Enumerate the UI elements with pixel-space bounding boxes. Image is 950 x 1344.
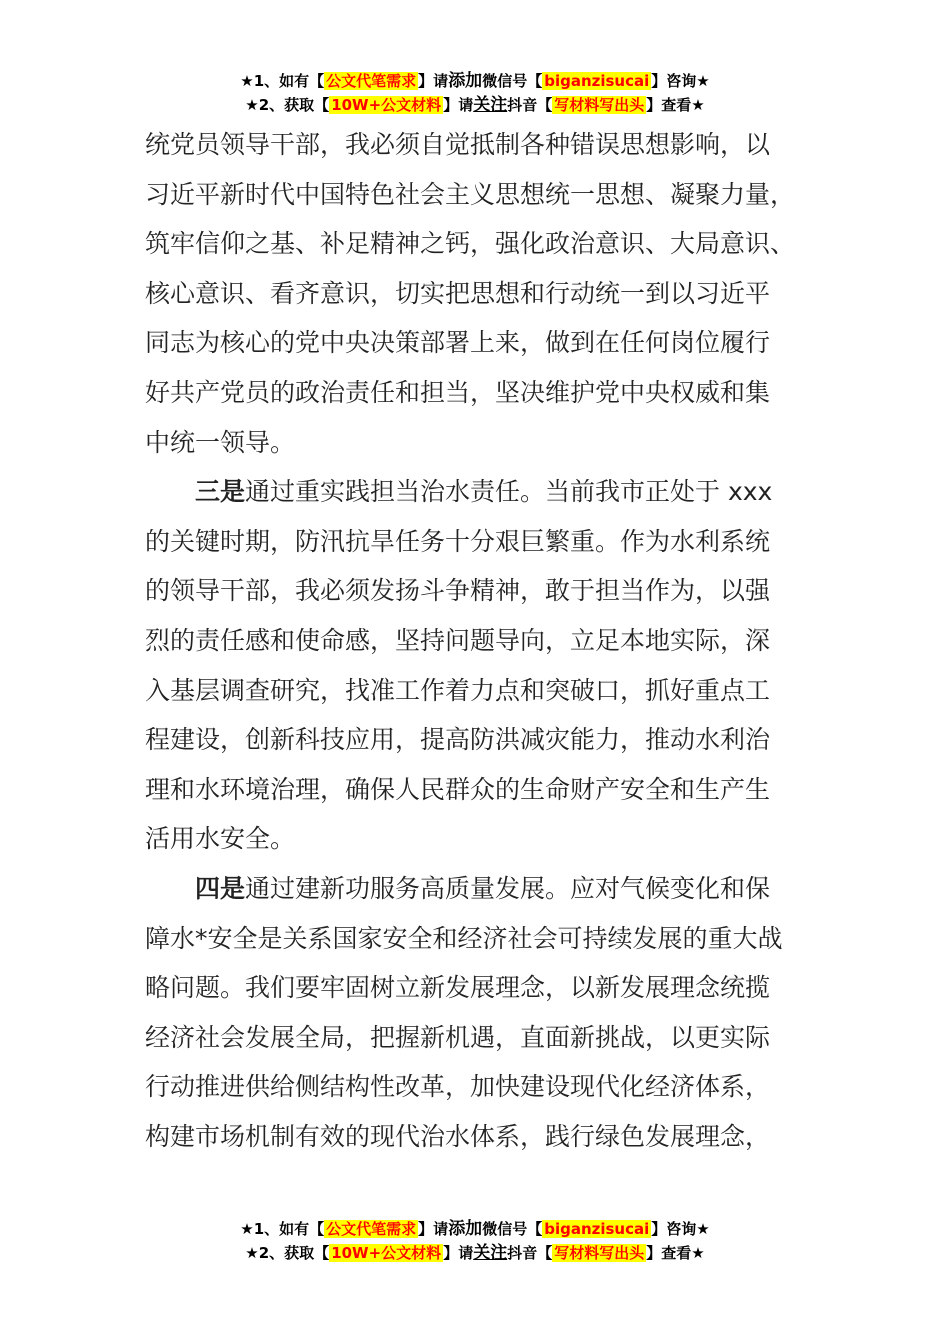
text-line: 中统一领导。 xyxy=(145,427,296,457)
paragraph-3-first-line xyxy=(145,467,805,517)
text-line: 筑牢信仰之基、补足精神之钙，强化政治意识、大局意识、 xyxy=(145,229,796,259)
banner-text: 】查看 xyxy=(646,1244,692,1262)
text-line: 核心意识、看齐意识，切实把思想和行动统一到以习近平 xyxy=(145,278,771,308)
emphasis-text: 关注 xyxy=(473,95,508,115)
banner-text: 2、获取【 xyxy=(258,1244,330,1262)
text-line: 程建设，创新科技应用，提高防洪减灾能力，推动水利治 xyxy=(145,725,771,755)
banner-text: 1、如有【 xyxy=(253,1220,325,1238)
text-line: 同志为核心的党中央决策部署上来，做到在任何岗位履行 xyxy=(145,328,771,358)
highlight-text: 10W+公文材料 xyxy=(331,96,442,114)
douyin-account: 写材料写出头 xyxy=(554,96,645,114)
highlight-text: 10W+公文材料 xyxy=(331,1244,442,1262)
text-line: 障水*安全是关系国家安全和经济社会可持续发展的重大战 xyxy=(145,923,783,953)
star-icon: ★ xyxy=(691,1244,705,1262)
star-icon: ★ xyxy=(240,1220,254,1238)
banner-text: 2、获取【 xyxy=(258,96,330,114)
header-banner xyxy=(0,69,950,117)
text-span: 通过建新功服务高质量发展。应对气候变化和保 xyxy=(245,873,771,903)
paragraph-lead: 四是 xyxy=(195,873,246,903)
banner-text: 微信号【 xyxy=(482,1220,543,1238)
banner-line-1 xyxy=(0,69,950,93)
text-line: 习近平新时代中国特色社会主义思想统一思想、凝聚力量， xyxy=(145,179,796,209)
star-icon: ★ xyxy=(245,1244,259,1262)
text-line: 烈的责任感和使命感，坚持问题导向，立足本地实际，深 xyxy=(145,625,771,655)
banner-line-2 xyxy=(0,93,950,117)
wechat-id: biganzisucai xyxy=(544,72,650,90)
banner-text: 抖音【 xyxy=(507,96,553,114)
emphasis-text: 添加 xyxy=(448,1219,483,1239)
banner-text: 抖音【 xyxy=(507,1244,553,1262)
text-line: 活用水安全。 xyxy=(145,824,296,854)
banner-text: 】请 xyxy=(418,1220,449,1238)
star-icon: ★ xyxy=(240,72,254,90)
banner-text: 】请 xyxy=(418,72,449,90)
document-body xyxy=(145,120,805,1161)
star-icon: ★ xyxy=(691,96,705,114)
text-line: 好共产党员的政治责任和担当，坚决维护党中央权威和集 xyxy=(145,377,771,407)
banner-line-1 xyxy=(0,1217,950,1241)
text-line: 理和水环境治理，确保人民群众的生命财产安全和生产生 xyxy=(145,774,771,804)
banner-text: 1、如有【 xyxy=(253,72,325,90)
banner-text: 】请 xyxy=(443,96,474,114)
wechat-id: biganzisucai xyxy=(544,1220,650,1238)
banner-text: 】咨询 xyxy=(651,1220,697,1238)
text-line: 构建市场机制有效的现代治水体系，践行绿色发展理念， xyxy=(145,1121,771,1151)
banner-text: 】请 xyxy=(443,1244,474,1262)
star-icon: ★ xyxy=(696,1220,710,1238)
text-line: 略问题。我们要牢固树立新发展理念，以新发展理念统揽 xyxy=(145,973,771,1003)
emphasis-text: 添加 xyxy=(448,71,483,91)
footer-banner xyxy=(0,1217,950,1265)
highlight-text: 公文代笔需求 xyxy=(326,1220,417,1238)
star-icon: ★ xyxy=(696,72,710,90)
highlight-text: 公文代笔需求 xyxy=(326,72,417,90)
banner-line-2 xyxy=(0,1241,950,1265)
text-line: 的关键时期，防汛抗旱任务十分艰巨繁重。作为水利系统 xyxy=(145,526,771,556)
text-line: 的领导干部，我必须发扬斗争精神，敢于担当作为，以强 xyxy=(145,576,771,606)
paragraph-lead: 三是 xyxy=(195,477,246,507)
banner-text: 微信号【 xyxy=(482,72,543,90)
star-icon: ★ xyxy=(245,96,259,114)
emphasis-text: 关注 xyxy=(473,1243,508,1263)
banner-text: 】咨询 xyxy=(651,72,697,90)
text-line: 统党员领导干部，我必须自觉抵制各种错误思想影响，以 xyxy=(145,130,771,159)
text-line: 经济社会发展全局，把握新机遇，直面新挑战，以更实际 xyxy=(145,1022,771,1052)
text-line: 行动推进供给侧结构性改革，加快建设现代化经济体系， xyxy=(145,1072,771,1102)
douyin-account: 写材料写出头 xyxy=(554,1244,645,1262)
paragraph-4-first-line xyxy=(145,864,805,914)
text-span: 通过重实践担当治水责任。当前我市正处于 xxx xyxy=(245,477,773,507)
text-line: 入基层调查研究，找准工作着力点和突破口，抓好重点工 xyxy=(145,675,771,705)
banner-text: 】查看 xyxy=(646,96,692,114)
